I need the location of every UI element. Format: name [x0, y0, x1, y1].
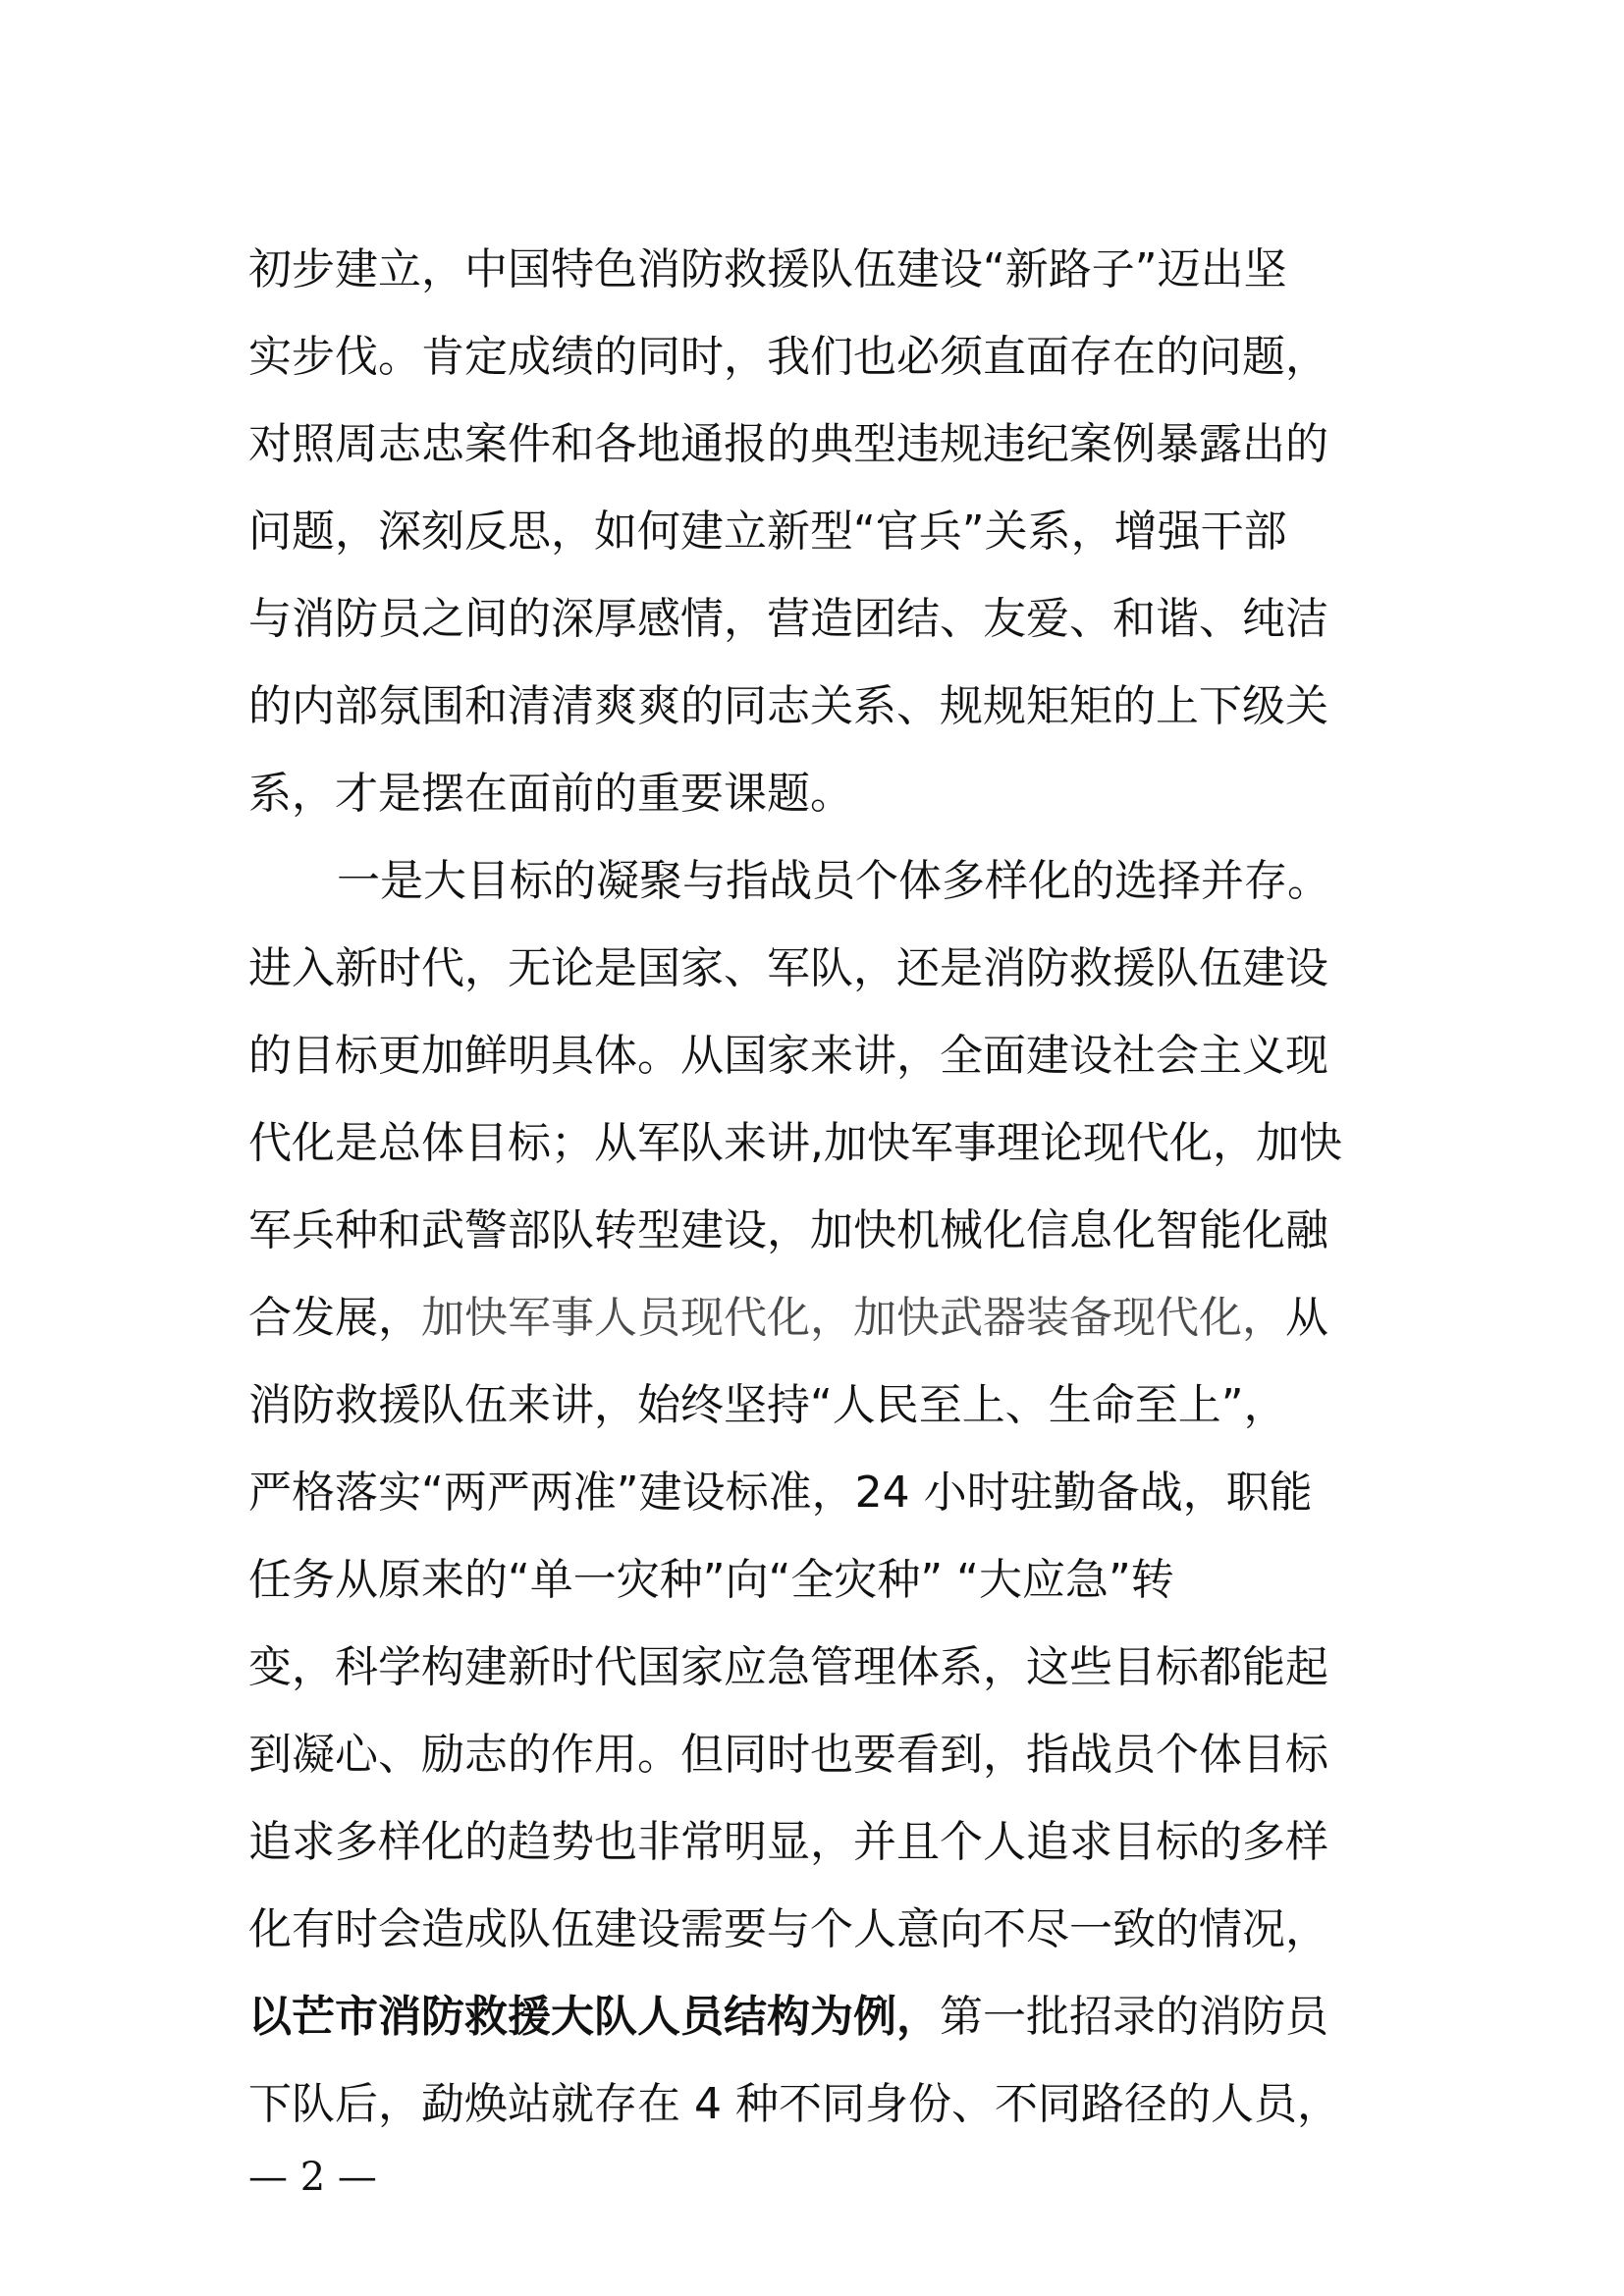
text-segment: 从	[1285, 1293, 1328, 1343]
bold-text-segment: 以芒市消防救援大队人员结构为例，	[248, 1992, 940, 2042]
body-text-line: 到凝心、励志的作用。但同时也要看到，指战员个体目标	[248, 1730, 1328, 1780]
body-text-line: 的目标更加鲜明具体。从国家来讲，全面建设社会主义现	[248, 1031, 1328, 1081]
body-text-line: 实步伐。肯定成绩的同时，我们也必须直面存在的问题，	[248, 332, 1328, 382]
paragraph-heading-line: 一是大目标的凝聚与指战员个体多样化的选择并存。	[337, 856, 1330, 906]
body-text-line: 对照周志忠案件和各地通报的典型违规违纪案例暴露出的	[248, 419, 1328, 469]
body-text-line: 变，科学构建新时代国家应急管理体系，这些目标都能起	[248, 1642, 1328, 1692]
body-text-line: 的内部氛围和清清爽爽的同志关系、规规矩矩的上下级关	[248, 681, 1328, 731]
body-text-line: 任务从原来的“单一灾种”向“全灾种” “大应急”转	[248, 1555, 1174, 1605]
body-text-line	[248, 1988, 1328, 2047]
body-text-line: 系，才是摆在面前的重要课题。	[248, 769, 853, 819]
body-text-line: 严格落实“两严两准”建设标准，24 小时驻勤备战，职能	[248, 1468, 1313, 1518]
body-text-line: 问题，深刻反思，如何建立新型“官兵”关系，增强干部	[248, 507, 1287, 557]
body-text-line: 追求多样化的趋势也非常明显，并且个人追求目标的多样	[248, 1817, 1328, 1867]
body-text-line: 代化是总体目标；从军队来讲,加快军事理论现代化，加快	[248, 1118, 1342, 1168]
text-segment: 第一批招录的消防员	[940, 1992, 1328, 2042]
body-text-line: 与消防员之间的深厚感情，营造团结、友爱、和谐、纯洁	[248, 594, 1328, 644]
body-text-line: 进入新时代，无论是国家、军队，还是消防救援队伍建设	[248, 943, 1328, 993]
body-text-line: 下队后，勐焕站就存在 4 种不同身份、不同路径的人员，	[248, 2079, 1340, 2129]
grey-text-segment: 加快军事人员现代化，加快武器装备现代化，	[421, 1293, 1285, 1343]
body-text-line	[248, 1289, 1328, 1348]
body-text-line: 军兵种和武警部队转型建设，加快机械化信息化智能化融	[248, 1205, 1328, 1255]
body-text-line: 化有时会造成队伍建设需要与个人意向不尽一致的情况，	[248, 1904, 1328, 1954]
body-text-line: 初步建立，中国特色消防救援队伍建设“新路子”迈出坚	[248, 244, 1287, 294]
text-segment: 合发展，	[248, 1293, 421, 1343]
page-number: — 2 —	[248, 2155, 377, 2200]
body-text-line: 消防救援队伍来讲，始终坚持“人民至上、生命至上”，	[248, 1380, 1287, 1430]
